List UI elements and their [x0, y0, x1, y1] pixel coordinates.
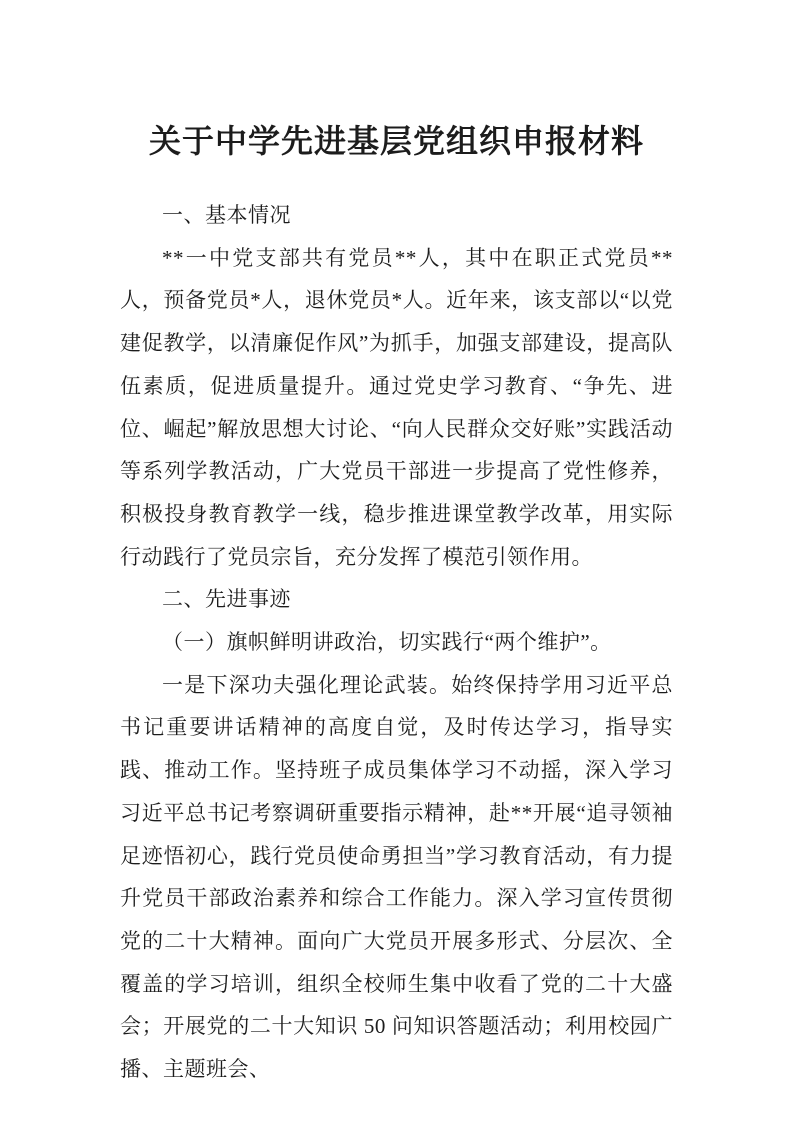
- paragraph-theory-arming: 一是下深功夫强化理论武装。始终保持学用习近平总书记重要讲话精神的高度自觉，及时传达学习，指导实践、推动工作。坚持班子成员集体学习不动摇，深入学习习近平总书记考察调研重要指示精神，赴**开展“追寻领袖足迹悟初心，践行党员使命勇担当”学习教育活动，有力提升党员干部政治素养和综合工作能力。深入学习宣传贯彻党的二十大精神。面向广大党员开展多形式、分层次、全覆盖的学习培训，组织全校师生集中收看了党的二十大盛会；开展党的二十大知识 50 问知识答题活动；利用校园广播、主题班会、: [120, 672, 673, 1082]
- document-title: 关于中学先进基层党组织申报材料: [148, 123, 644, 159]
- subsection-heading-politics: （一）旗帜鲜明讲政治，切实践行“两个维护”。: [162, 630, 612, 655]
- paragraph-basic-info: **一中党支部共有党员**人，其中在职正式党员**人，预备党员*人，退休党员*人。近年来，该支部以“以党建促教学，以清廉促作风”为抓手，加强支部建设，提高队伍素质，促进质量提升。通过党史学习教育、“争先、进位、崛起”解放思想大讨论、“向人民群众交好账”实践活动等系列学教活动，广大党员干部进一步提高了党性修养，积极投身教育教学一线，稳步推进课堂教学改革，用实际行动践行了党员宗旨，充分发挥了模范引领作用。: [120, 245, 673, 569]
- document-body: [120, 194, 673, 1091]
- section-heading-basic-info: 一、基本情况: [162, 203, 291, 227]
- section-heading-advanced-deeds: 二、先进事迹: [162, 587, 291, 612]
